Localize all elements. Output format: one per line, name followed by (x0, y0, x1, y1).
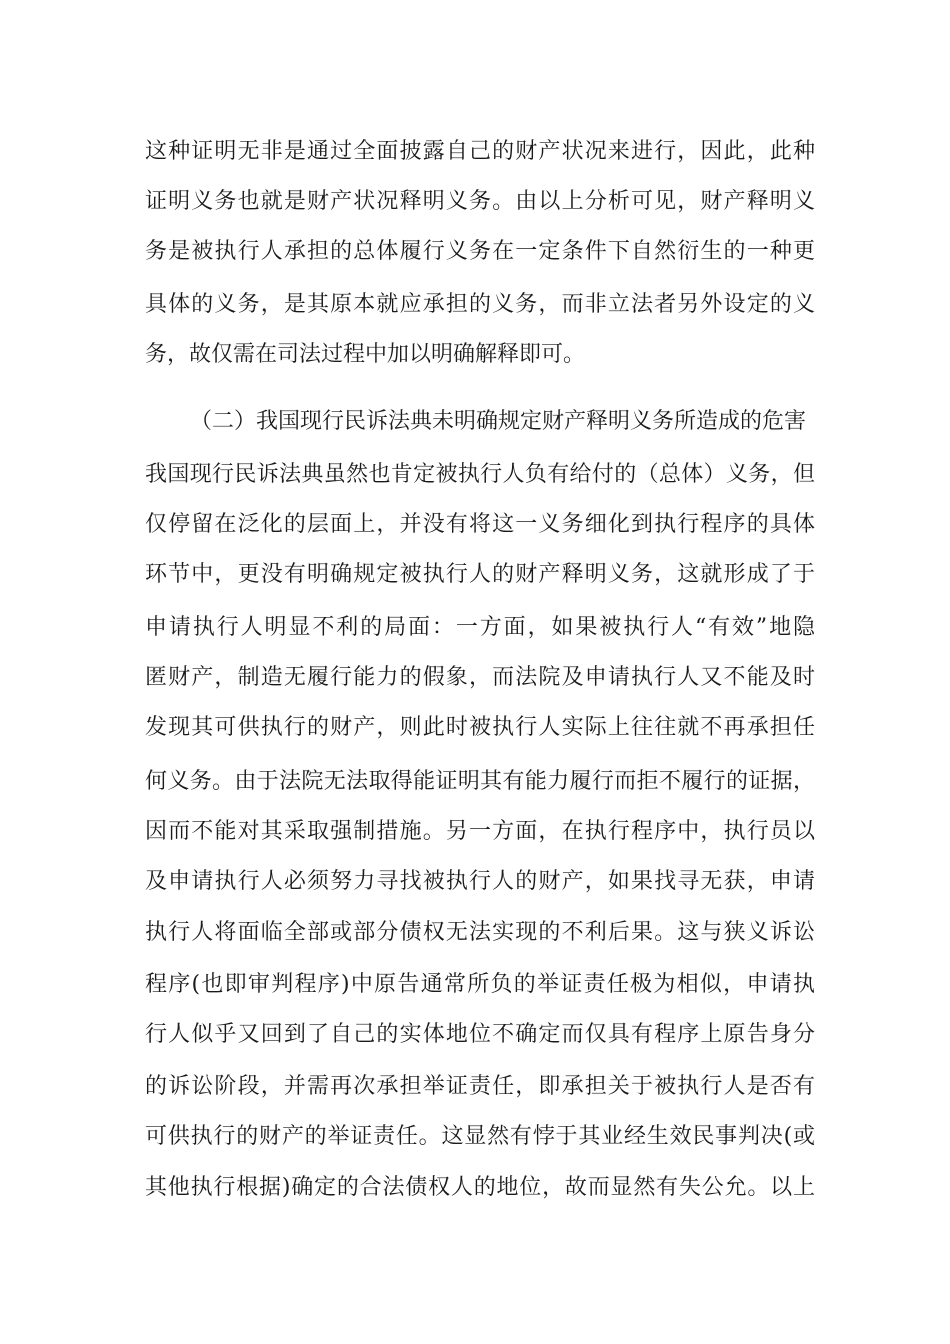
section-heading: （二）我国现行民诉法典未明确规定财产释明义务所造成的危害 (190, 409, 807, 434)
text-line: 发现其可供执行的财产，则此时被执行人实际上往往就不再承担任 (145, 715, 815, 740)
text-line: 程序(也即审判程序)中原告通常所负的举证责任极为相似，申请执 (145, 972, 815, 997)
text-line: 因而不能对其采取强制措施。另一方面，在执行程序中，执行员以 (145, 819, 815, 844)
text-line: 我国现行民诉法典虽然也肯定被执行人负有给付的（总体）义务，但 (145, 462, 815, 487)
text-line: 证明义务也就是财产状况释明义务。由以上分析可见，财产释明义 (145, 189, 815, 214)
text-line: 及申请执行人必须努力寻找被执行人的财产，如果找寻无获，申请 (145, 869, 815, 894)
text-line: 申请执行人明显不利的局面：一方面，如果被执行人“有效”地隐 (145, 615, 815, 640)
text-line: 可供执行的财产的举证责任。这显然有悖于其业经生效民事判决(或 (145, 1124, 815, 1149)
text-line: 的诉讼阶段，并需再次承担举证责任，即承担关于被执行人是否有 (145, 1074, 815, 1099)
text-line: 务是被执行人承担的总体履行义务在一定条件下自然衍生的一种更 (145, 239, 815, 264)
text-line: 仅停留在泛化的层面上，并没有将这一义务细化到执行程序的具体 (145, 512, 815, 537)
text-line: 务，故仅需在司法过程中加以明确解释即可。 (145, 342, 586, 367)
text-line: 执行人将面临全部或部分债权无法实现的不利后果。这与狭义诉讼 (145, 920, 815, 945)
text-line: 这种证明无非是通过全面披露自己的财产状况来进行，因此，此种 (145, 139, 815, 164)
text-line: 行人似乎又回到了自己的实体地位不确定而仅具有程序上原告身分 (145, 1022, 815, 1047)
text-line: 其他执行根据)确定的合法债权人的地位，故而显然有失公允。以上 (145, 1175, 815, 1200)
text-line: 环节中，更没有明确规定被执行人的财产释明义务，这就形成了于 (145, 562, 815, 587)
text-line: 何义务。由于法院无法取得能证明其有能力履行而拒不履行的证据， (145, 769, 815, 794)
text-line: 匿财产，制造无履行能力的假象，而法院及申请执行人又不能及时 (145, 665, 815, 690)
text-line: 具体的义务，是其原本就应承担的义务，而非立法者另外设定的义 (145, 292, 815, 317)
